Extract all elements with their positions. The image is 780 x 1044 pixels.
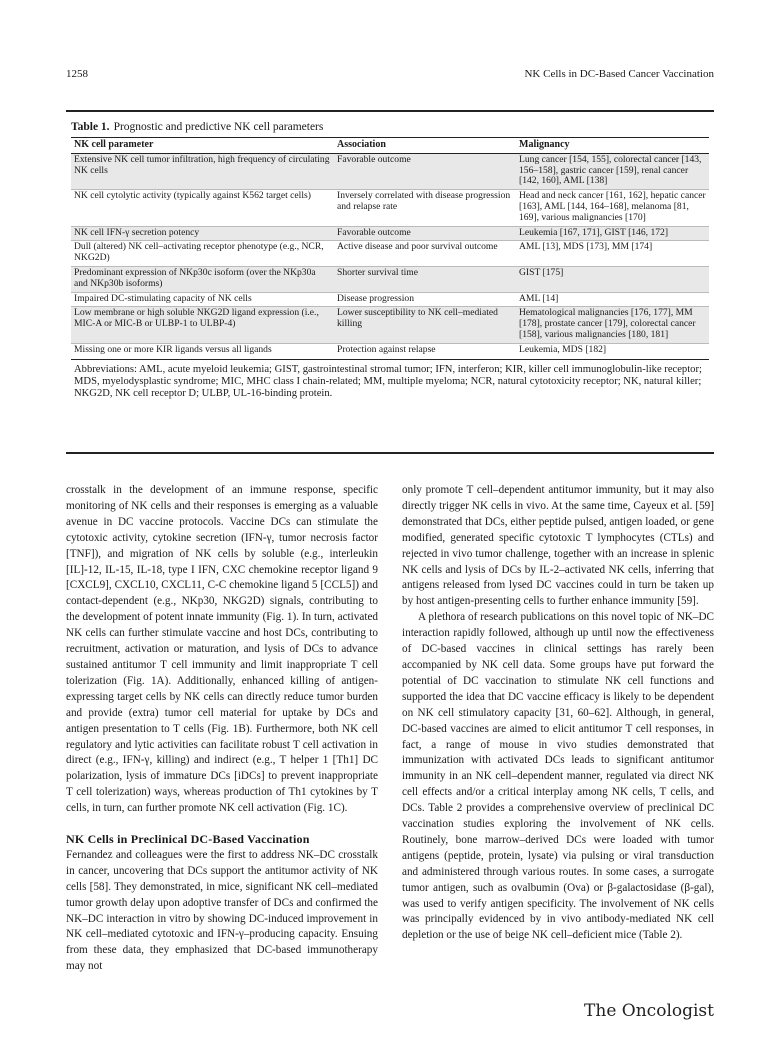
cell-malignancy: Head and neck cancer [161, 162], hepatic cancer [163], AML [144, 164–168], melanoma [81, 169], various malignancies [170] <box>516 190 709 226</box>
section-heading: NK Cells in Preclinical DC-Based Vaccination <box>66 832 310 847</box>
cell-association: Active disease and poor survival outcome <box>334 241 516 267</box>
cell-malignancy: Lung cancer [154, 155], colorectal cancer [143, 156–158], gastric cancer [159], renal cancer [142, 160], AML [138] <box>516 153 709 189</box>
body-paragraph: Fernandez and colleagues were the first to address NK–DC crosstalk in cancer, uncovering that DCs support the antitumor activity of NK cells [58]. They demonstrated, in mice, significant NK cell–mediated tumor growth delay upon adoptive transfer of DCs and confirmed the NK–DC interaction in vitro by showing DC-induced improvement in NK cell–mediated cytotoxic and IFN-γ–producing capacity. Ensuing from these data, they emphasized that DC-based immunotherapy may not <box>66 848 378 973</box>
cell-malignancy: AML [13], MDS [173], MM [174] <box>516 241 709 267</box>
left-column <box>66 483 378 975</box>
table-header-row <box>71 138 709 154</box>
table-title: Prognostic and predictive NK cell parameters <box>113 121 324 133</box>
cell-parameter: Dull (altered) NK cell–activating receptor phenotype (e.g., NCR, NKG2D) <box>71 241 334 267</box>
cell-association: Protection against relapse <box>334 343 516 357</box>
column-header-association: Association <box>334 138 516 154</box>
logo-text: The Oncologist <box>584 1001 714 1021</box>
table-1 <box>66 110 714 454</box>
cell-parameter: Low membrane or high soluble NKG2D ligand expression (i.e., MIC-A or MIC-B or ULBP-1 to ULBP-4) <box>71 307 334 343</box>
table-body <box>71 153 709 357</box>
table-row <box>71 343 709 357</box>
right-column <box>402 483 714 944</box>
table-abbreviations: Abbreviations: AML, acute myeloid leukemia; GIST, gastrointestinal stromal tumor; IFN, interferon; KIR, killer cell immunoglobulin-like receptor; MDS, myelodysplastic syndrome; MIC, MHC class I chain-related; MM, multiple myeloma; NCR, natural cytotoxicity receptor; NK, natural killer; NKG2D, NK cell receptor D; ULBP, UL-16-binding protein. <box>71 359 709 403</box>
cell-parameter: Impaired DC-stimulating capacity of NK cells <box>71 292 334 307</box>
cell-association: Inversely correlated with disease progression and relapse rate <box>334 190 516 226</box>
cell-malignancy: Leukemia [167, 171], GIST [146, 172] <box>516 226 709 241</box>
page-number: 1258 <box>66 68 88 80</box>
table-row <box>71 153 709 189</box>
table-row <box>71 266 709 292</box>
cell-malignancy: GIST [175] <box>516 266 709 292</box>
column-header-malignancy: Malignancy <box>516 138 709 154</box>
parameters-table <box>71 137 709 358</box>
table-row <box>71 307 709 343</box>
cell-malignancy: AML [14] <box>516 292 709 307</box>
table-label: Table 1. <box>71 121 110 133</box>
cell-parameter: NK cell IFN-γ secretion potency <box>71 226 334 241</box>
page-header <box>66 68 714 84</box>
cell-parameter: Missing one or more KIR ligands versus all ligands <box>71 343 334 357</box>
journal-logo <box>584 1001 714 1021</box>
table-row <box>71 226 709 241</box>
column-header-parameter: NK cell parameter <box>71 138 334 154</box>
cell-parameter: Extensive NK cell tumor infiltration, high frequency of circulating NK cells <box>71 153 334 189</box>
running-head: NK Cells in DC-Based Cancer Vaccination <box>524 68 714 80</box>
cell-parameter: Predominant expression of NKp30c isoform (over the NKp30a and NKp30b isoforms) <box>71 266 334 292</box>
table-row <box>71 292 709 307</box>
cell-malignancy: Leukemia, MDS [182] <box>516 343 709 357</box>
table-row <box>71 190 709 226</box>
cell-association: Disease progression <box>334 292 516 307</box>
cell-association: Favorable outcome <box>334 153 516 189</box>
cell-parameter: NK cell cytolytic activity (typically against K562 target cells) <box>71 190 334 226</box>
table-row <box>71 241 709 267</box>
body-paragraph: only promote T cell–dependent antitumor immunity, but it may also directly trigger NK cells in vivo. At the same time, Cayeux et al. [59] demonstrated that DCs, either peptide pulsed, antigen loaded, or gene modified, generated specific cytotoxic T lymphocytes (CTLs) and rejected in vivo tumor challenge, together with an increase in splenic NK cells and lysis of DCs by IL-2–activated NK cells, inferring that antigens released from lysed DC vaccines could in turn be taken up by host antigen-presenting cells to further enhance immunity [59]. <box>402 484 714 608</box>
body-paragraph: A plethora of research publications on this novel topic of NK–DC interaction rapidly followed, although up until now the effectiveness of DC-based vaccines in clinical settings has rarely been accompanied by NK cell data. Some groups have put forward the potential of DC vaccination to stimulate NK cell functions and supported the idea that DC vaccine efficacy is likely to be dependent on NK cell stimulatory capacity [31, 60–62]. Although, in general, DC-based vaccines are aimed to elicit antitumor T cell responses, in fact, a range of mouse in vivo studies demonstrated that immunization with activated DCs leads to significant antitumor immunity in an NK cell–dependent manner, regulated via direct NK cell effects and/or a critical interplay among NK cells, T cells, and DCs. Table 2 provides a comprehensive overview of preclinical DC vaccination studies exploring the involvement of NK cells. Routinely, bone marrow–derived DCs were loaded with tumor antigens (peptide, protein, lysate) via pulsing or viral transduction and administered through various routes. In some cases, a surrogate tumor antigen, such as ovalbumin (Ova) or β-galactosidase (β-gal), was used to verify antigen specificity. The involvement of NK cells was principally evidenced by in vivo antibody-mediated NK cell depletion or the use of beige NK cell–deficient mice (Table 2). <box>402 611 714 942</box>
cell-association: Lower susceptibility to NK cell–mediated killing <box>334 307 516 343</box>
body-paragraph: crosstalk in the development of an immune response, specific monitoring of NK cells and their responses is emerging as a valuable avenue in DC vaccine protocols. Vaccine DCs can stimulate the cytotoxic activity, cytokine secretion (IFN-γ, tumor necrosis factor [TNF]), and migration of NK cells by soluble (e.g., interleukin [IL]-12, IL-15, IL-18, type I IFN, CXC chemokine receptor ligand 9 [CXCL9], CXCL10, CXCL11, C-C chemokine ligand 5 [CCL5]) and contact-dependent (e.g., NKp30, NKG2D) signals, contributing to the development of potent innate immunity (Fig. 1). In turn, activated NK cells can further stimulate vaccine and host DCs, contributing to recruitment, activation or maturation, and lysis of DCs to advance sustained antitumor T cell immunity and limit inappropriate T cell tolerization (Fig. 1A). Additionally, enhanced killing of antigen-expressing target cells by NK cells can directly reduce tumor burden and provide (extra) tumor cell material for uptake by DCs and antigen presentation to T cells (Fig. 1B). Furthermore, both NK cell regulatory and lytic activities can facilitate robust T cell activation in direct (e.g., IFN-γ, killing) and indirect (e.g., T helper 1 [Th1] DC polarization, lysis of immature DCs [iDCs] to prevent inappropriate T cell tolerization) ways, whereas production of Th1 cytokines by T cells, in turn, can further promote NK cell activation (Fig. 1C). <box>66 484 378 815</box>
table-caption <box>71 121 709 137</box>
cell-association: Shorter survival time <box>334 266 516 292</box>
cell-association: Favorable outcome <box>334 226 516 241</box>
cell-malignancy: Hematological malignancies [176, 177], MM [178], prostate cancer [179], colorectal cancer [158], various malignancies [180, 181] <box>516 307 709 343</box>
